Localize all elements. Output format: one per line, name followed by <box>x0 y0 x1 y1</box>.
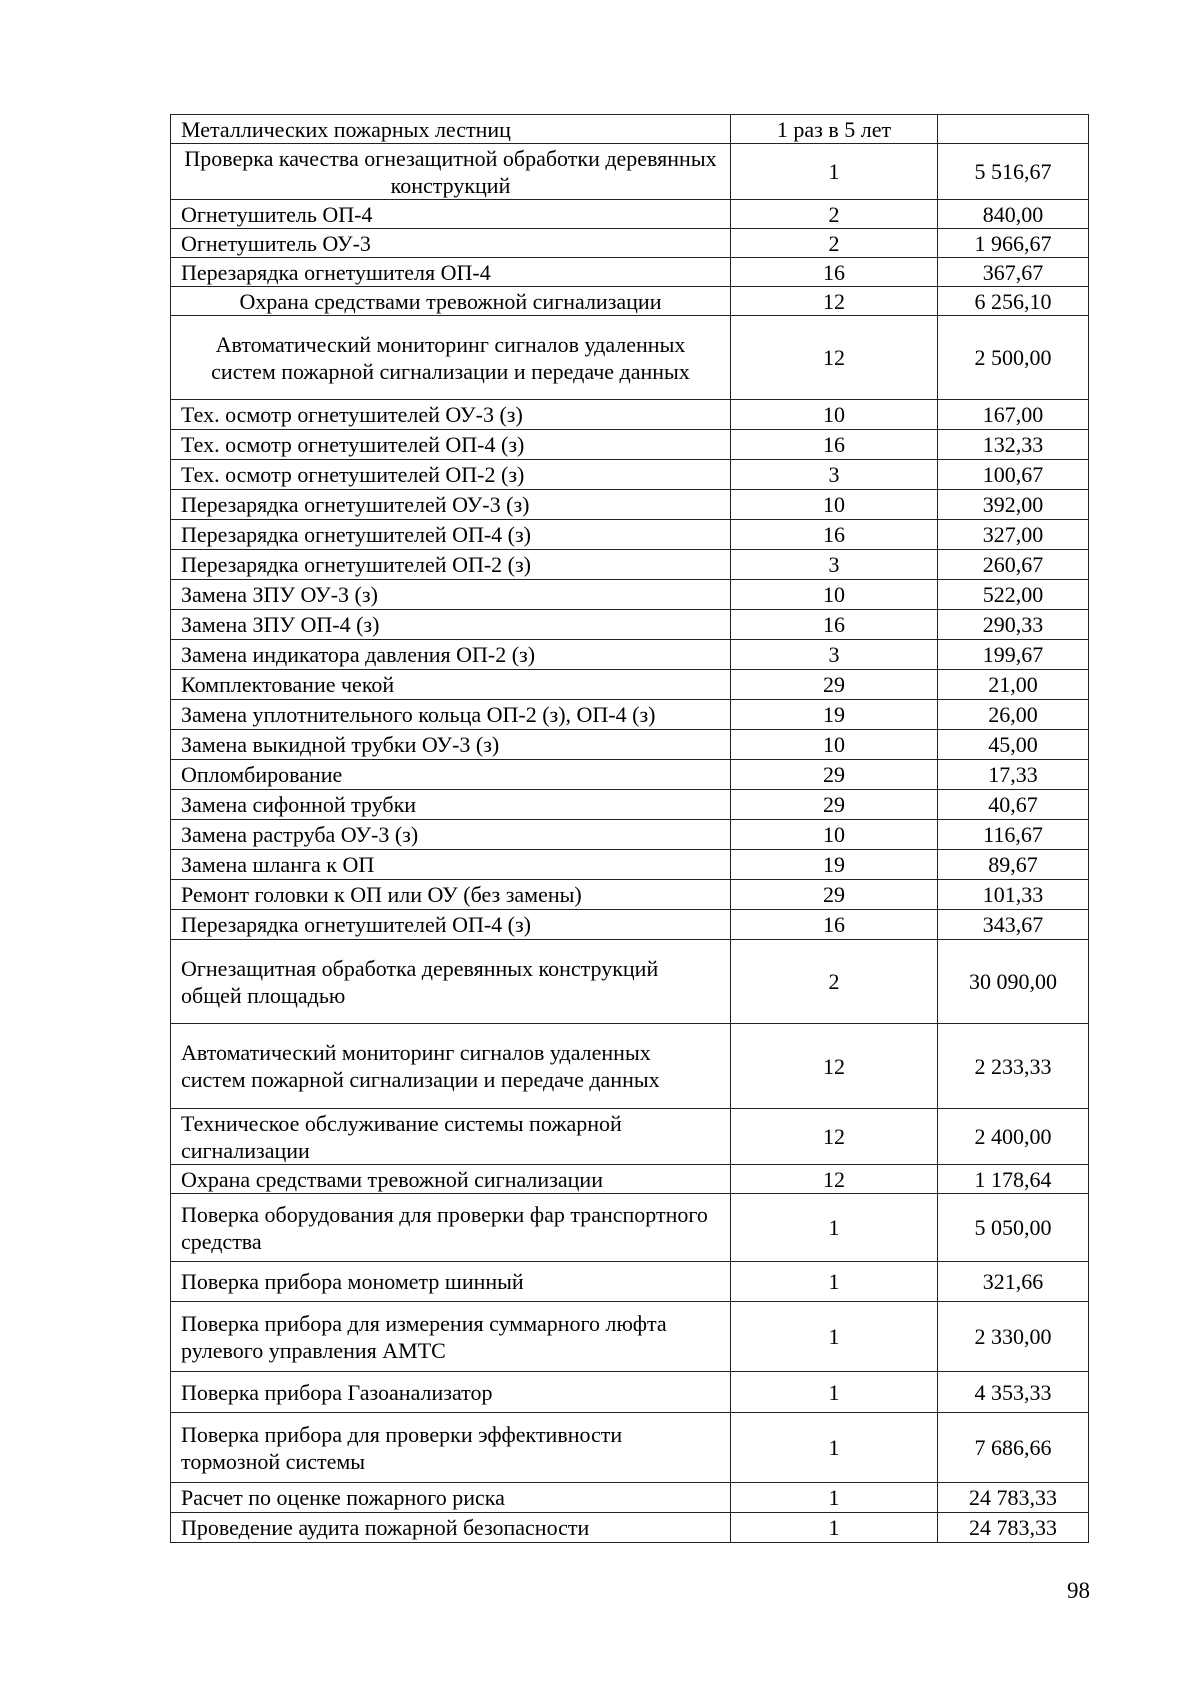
service-name-cell: Автоматический мониторинг сигналов удаленных систем пожарной сигнализации и передаче данных <box>171 1024 731 1109</box>
table-row <box>171 200 1089 229</box>
service-name-cell: Комплектование чекой <box>171 670 731 700</box>
price-cell: 2 500,00 <box>938 316 1089 400</box>
table-row <box>171 520 1089 550</box>
table-row <box>171 144 1089 200</box>
table-row <box>171 1109 1089 1165</box>
table-row <box>171 1165 1089 1194</box>
table-row <box>171 1194 1089 1262</box>
table-row <box>171 287 1089 316</box>
quantity-cell: 2 <box>731 200 938 229</box>
quantity-cell: 3 <box>731 640 938 670</box>
price-cell: 2 400,00 <box>938 1109 1089 1165</box>
service-name-cell: Охрана средствами тревожной сигнализации <box>171 287 731 316</box>
service-name-cell: Замена ЗПУ ОУ-3 (з) <box>171 580 731 610</box>
quantity-cell: 29 <box>731 880 938 910</box>
price-cell: 24 783,33 <box>938 1483 1089 1513</box>
quantity-cell: 2 <box>731 229 938 258</box>
price-cell: 840,00 <box>938 200 1089 229</box>
quantity-cell: 16 <box>731 520 938 550</box>
quantity-cell: 16 <box>731 258 938 287</box>
quantity-cell: 12 <box>731 1109 938 1165</box>
quantity-cell: 29 <box>731 790 938 820</box>
service-name-cell: Перезарядка огнетушителей ОП-2 (з) <box>171 550 731 580</box>
table-row <box>171 1413 1089 1483</box>
quantity-cell: 1 <box>731 144 938 200</box>
service-name-cell: Огнезащитная обработка деревянных конструкций общей площадью <box>171 940 731 1024</box>
service-name-cell: Замена раструба ОУ-3 (з) <box>171 820 731 850</box>
service-name-cell: Расчет по оценке пожарного риска <box>171 1483 731 1513</box>
quantity-cell: 10 <box>731 730 938 760</box>
service-name-cell: Поверка прибора монометр шинный <box>171 1262 731 1302</box>
quantity-cell: 1 <box>731 1302 938 1372</box>
service-name-cell: Замена ЗПУ ОП-4 (з) <box>171 610 731 640</box>
quantity-cell: 16 <box>731 430 938 460</box>
table-row <box>171 880 1089 910</box>
quantity-cell: 10 <box>731 490 938 520</box>
service-name-cell: Поверка прибора для измерения суммарного люфта рулевого управления АМТС <box>171 1302 731 1372</box>
price-cell: 7 686,66 <box>938 1413 1089 1483</box>
price-cell: 21,00 <box>938 670 1089 700</box>
service-name-cell: Поверка прибора для проверки эффективности тормозной системы <box>171 1413 731 1483</box>
table-row <box>171 258 1089 287</box>
price-cell <box>938 115 1089 144</box>
table-row <box>171 1483 1089 1513</box>
price-cell: 17,33 <box>938 760 1089 790</box>
price-cell: 367,67 <box>938 258 1089 287</box>
price-cell: 5 050,00 <box>938 1194 1089 1262</box>
quantity-cell: 1 раз в 5 лет <box>731 115 938 144</box>
price-cell: 343,67 <box>938 910 1089 940</box>
table-row <box>171 316 1089 400</box>
price-cell: 132,33 <box>938 430 1089 460</box>
price-cell: 260,67 <box>938 550 1089 580</box>
table-row <box>171 820 1089 850</box>
quantity-cell: 1 <box>731 1262 938 1302</box>
table-row <box>171 1302 1089 1372</box>
service-name-cell: Поверка оборудования для проверки фар транспортного средства <box>171 1194 731 1262</box>
table-row <box>171 1372 1089 1413</box>
price-cell: 24 783,33 <box>938 1513 1089 1543</box>
service-name-cell: Охрана средствами тревожной сигнализации <box>171 1165 731 1194</box>
price-cell: 522,00 <box>938 580 1089 610</box>
services-table-body <box>171 115 1089 1543</box>
price-cell: 45,00 <box>938 730 1089 760</box>
service-name-cell: Огнетушитель ОУ-3 <box>171 229 731 258</box>
quantity-cell: 29 <box>731 670 938 700</box>
table-row <box>171 229 1089 258</box>
quantity-cell: 10 <box>731 580 938 610</box>
price-cell: 1 178,64 <box>938 1165 1089 1194</box>
service-name-cell: Ремонт головки к ОП или ОУ (без замены) <box>171 880 731 910</box>
table-row <box>171 910 1089 940</box>
service-name-cell: Автоматический мониторинг сигналов удаленных систем пожарной сигнализации и передаче данных <box>171 316 731 400</box>
table-row <box>171 490 1089 520</box>
quantity-cell: 2 <box>731 940 938 1024</box>
table-row <box>171 1262 1089 1302</box>
price-cell: 26,00 <box>938 700 1089 730</box>
table-row <box>171 760 1089 790</box>
service-name-cell: Техническое обслуживание системы пожарной сигнализации <box>171 1109 731 1165</box>
service-name-cell: Тех. осмотр огнетушителей ОП-2 (з) <box>171 460 731 490</box>
service-name-cell: Замена сифонной трубки <box>171 790 731 820</box>
quantity-cell: 16 <box>731 910 938 940</box>
service-name-cell: Перезарядка огнетушителя ОП-4 <box>171 258 731 287</box>
services-table <box>170 114 1089 1543</box>
quantity-cell: 1 <box>731 1413 938 1483</box>
price-cell: 30 090,00 <box>938 940 1089 1024</box>
price-cell: 321,66 <box>938 1262 1089 1302</box>
price-cell: 1 966,67 <box>938 229 1089 258</box>
table-row <box>171 700 1089 730</box>
table-row <box>171 1513 1089 1543</box>
service-name-cell: Огнетушитель ОП-4 <box>171 200 731 229</box>
quantity-cell: 1 <box>731 1483 938 1513</box>
table-row <box>171 550 1089 580</box>
service-name-cell: Замена уплотнительного кольца ОП-2 (з), ОП-4 (з) <box>171 700 731 730</box>
table-row <box>171 940 1089 1024</box>
table-row <box>171 430 1089 460</box>
table-row <box>171 730 1089 760</box>
price-cell: 199,67 <box>938 640 1089 670</box>
service-name-cell: Перезарядка огнетушителей ОУ-3 (з) <box>171 490 731 520</box>
quantity-cell: 12 <box>731 1024 938 1109</box>
service-name-cell: Тех. осмотр огнетушителей ОП-4 (з) <box>171 430 731 460</box>
service-name-cell: Металлических пожарных лестниц <box>171 115 731 144</box>
table-row <box>171 580 1089 610</box>
price-cell: 392,00 <box>938 490 1089 520</box>
service-name-cell: Тех. осмотр огнетушителей ОУ-3 (з) <box>171 400 731 430</box>
price-cell: 5 516,67 <box>938 144 1089 200</box>
quantity-cell: 19 <box>731 850 938 880</box>
table-row <box>171 640 1089 670</box>
quantity-cell: 3 <box>731 460 938 490</box>
table-row <box>171 1024 1089 1109</box>
price-cell: 4 353,33 <box>938 1372 1089 1413</box>
service-name-cell: Поверка прибора Газоанализатор <box>171 1372 731 1413</box>
price-cell: 116,67 <box>938 820 1089 850</box>
service-name-cell: Проведение аудита пожарной безопасности <box>171 1513 731 1543</box>
service-name-cell: Перезарядка огнетушителей ОП-4 (з) <box>171 910 731 940</box>
quantity-cell: 10 <box>731 400 938 430</box>
quantity-cell: 1 <box>731 1513 938 1543</box>
table-row <box>171 400 1089 430</box>
service-name-cell: Проверка качества огнезащитной обработки деревянных конструкций <box>171 144 731 200</box>
table-row <box>171 670 1089 700</box>
quantity-cell: 12 <box>731 316 938 400</box>
quantity-cell: 12 <box>731 1165 938 1194</box>
price-cell: 2 330,00 <box>938 1302 1089 1372</box>
price-cell: 89,67 <box>938 850 1089 880</box>
table-row <box>171 115 1089 144</box>
quantity-cell: 3 <box>731 550 938 580</box>
price-cell: 290,33 <box>938 610 1089 640</box>
quantity-cell: 1 <box>731 1194 938 1262</box>
quantity-cell: 12 <box>731 287 938 316</box>
quantity-cell: 16 <box>731 610 938 640</box>
table-row <box>171 850 1089 880</box>
table-row <box>171 460 1089 490</box>
price-cell: 100,67 <box>938 460 1089 490</box>
quantity-cell: 29 <box>731 760 938 790</box>
quantity-cell: 1 <box>731 1372 938 1413</box>
quantity-cell: 19 <box>731 700 938 730</box>
service-name-cell: Опломбирование <box>171 760 731 790</box>
price-cell: 2 233,33 <box>938 1024 1089 1109</box>
page-number: 98 <box>1067 1578 1090 1603</box>
service-name-cell: Замена шланга к ОП <box>171 850 731 880</box>
service-name-cell: Замена выкидной трубки ОУ-3 (з) <box>171 730 731 760</box>
price-cell: 40,67 <box>938 790 1089 820</box>
service-name-cell: Перезарядка огнетушителей ОП-4 (з) <box>171 520 731 550</box>
table-row <box>171 610 1089 640</box>
price-cell: 101,33 <box>938 880 1089 910</box>
quantity-cell: 10 <box>731 820 938 850</box>
price-cell: 327,00 <box>938 520 1089 550</box>
table-row <box>171 790 1089 820</box>
price-cell: 167,00 <box>938 400 1089 430</box>
price-cell: 6 256,10 <box>938 287 1089 316</box>
service-name-cell: Замена индикатора давления ОП-2 (з) <box>171 640 731 670</box>
